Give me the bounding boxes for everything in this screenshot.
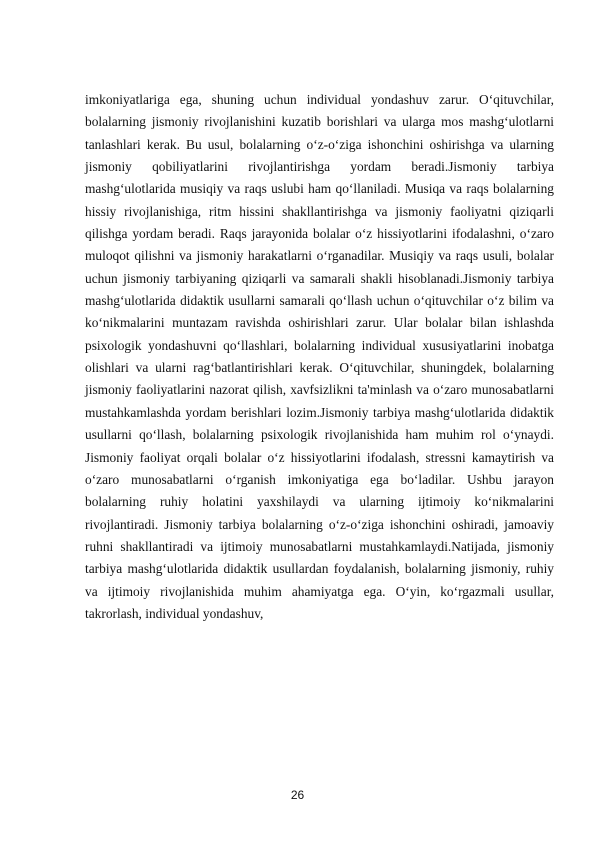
body-paragraph: imkoniyatlariga ega, shuning uchun individual yondashuv zarur. O‘qituvchilar, bolalarning jismoniy rivojlanishini kuzatib borishlari va ularga mos mashg‘ulotlarni tanlashlari kerak. Bu usul, bolalarning o‘z-o‘ziga ishonchini oshirishga va ularning jismoniy qobiliyatlarini rivojlantirishga yordam beradi.Jismoniy tarbiya mashg‘ulotlarida musiqiy va raqs uslubi ham qo‘llaniladi. Musiqa va raqs bolalarning hissiy rivojlanishiga, ritm hissini shakllantirishga va jismoniy faoliyatni qiziqarli qilishga yordam beradi. Raqs jarayonida bolalar o‘z hissiyotlarini ifodalashni, o‘zaro muloqot qilishni va jismoniy harakatlarni o‘rganadilar. Musiqiy va raqs usuli, bolalar uchun jismoniy tarbiyaning qiziqarli va samarali shakli hisoblanadi.Jismoniy tarbiya mashg‘ulotlarida didaktik usullarni samarali qo‘llash uchun o‘qituvchilar o‘z bilim va ko‘nikmalarini muntazam ravishda oshirishlari zarur. Ular bolalar bilan ishlashda psixologik yondashuvni qo‘llashlari, bolalarning individual xususiyatlarini inobatga olishlari va ularni rag‘batlantirishlari kerak. O‘qituvchilar, shuningdek, bolalarning jismoniy faoliyatlarini nazorat qilish, xavfsizlikni ta'minlash va o‘zaro munosabatlarni mustahkamlashda yordam berishlari lozim.Jismoniy tarbiya mashg‘ulotlarida didaktik usullarni qo‘llash, bolalarning psixologik rivojlanishida ham muhim rol o‘ynaydi. Jismoniy faoliyat orqali bolalar o‘z hissiyotlarini ifodalash, stressni kamaytirish va o‘zaro munosabatlarni o‘rganish imkoniyatiga ega bo‘ladilar. Ushbu jarayon bolalarning ruhiy holatini yaxshilaydi va ularning ijtimoiy ko‘nikmalarini rivojlantiradi. Jismoniy tarbiya bolalarning o‘z-o‘ziga ishonchini oshiradi, jamoaviy ruhni shakllantiradi va ijtimoiy munosabatlarni mustahkamlaydi.Natijada, jismoniy tarbiya mashg‘ulotlarida didaktik usullardan foydalanish, bolalarning jismoniy, ruhiy va ijtimoiy rivojlanishida muhim ahamiyatga ega. O‘yin, ko‘rgazmali usullar, takrorlash, individual yondashuv,: [85, 92, 554, 621]
page-number: 26: [290, 788, 305, 802]
